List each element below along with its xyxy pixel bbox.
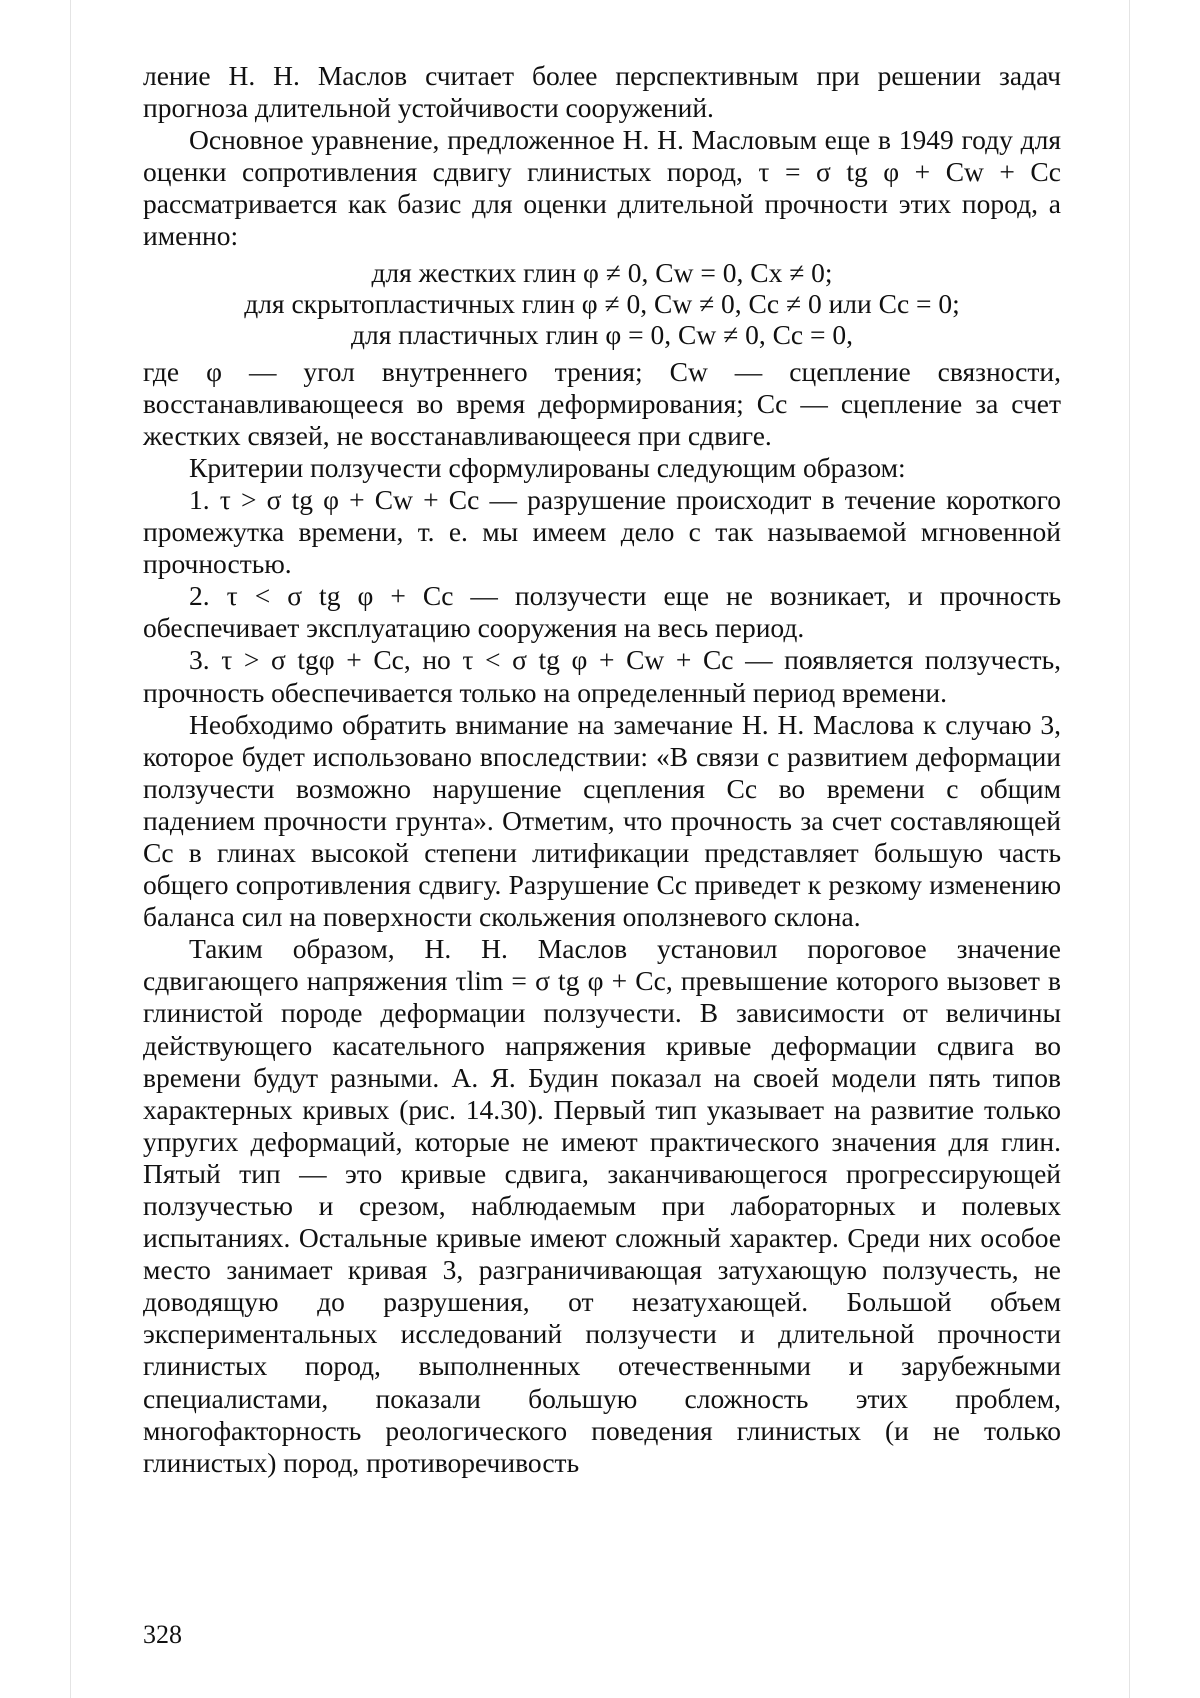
criterion-3: 3. τ > σ tgφ + Cc, но τ < σ tg φ + Cw + Cc — появляется ползучесть, прочность обеспечивается только на определенный период времени.	[143, 644, 1061, 708]
page-body	[143, 60, 1061, 1479]
formula-line-1: для жестких глин φ ≠ 0, Cw = 0, Cx ≠ 0;	[371, 256, 833, 288]
paragraph-3: где φ — угол внутреннего трения; Cw — сцепление связности, восстанавливающееся во время деформирования; Cc — сцепление за счет жестких связей, не восстанавливающееся при сдвиге.	[143, 355, 1061, 451]
paragraph-1: ление Н. Н. Маслов считает более перспективным при решении задач прогноза длительной устойчивости сооружений.	[143, 60, 1061, 124]
formula-line-2: для скрытопластичных глин φ ≠ 0, Cw ≠ 0, Cc ≠ 0 или Cc = 0;	[244, 287, 960, 319]
criterion-1: 1. τ > σ tg φ + Cw + Cc — разрушение происходит в течение короткого промежутка времени, т. е. мы имеем дело с так называемой мгновенной прочностью.	[143, 483, 1061, 580]
paragraph-6: Таким образом, Н. Н. Маслов установил пороговое значение сдвигающего напряжения τlim = σ tg φ + Cc, превышение которого вызовет в глинистой породе деформации ползучести. В зависимости от величины действующего касательного напряжения кривые деформации сдвига во времени будут разными. А. Я. Будин показал на своей модели пять типов характерных кривых (рис. 14.30). Первый тип указывает на развитие только упругих деформаций, которые не имеют практического значения для глин. Пятый тип — это кривые сдвига, заканчивающегося прогрессирующей ползучестью и срезом, наблюдаемым при лабораторных и полевых испытаниях. Остальные кривые имеют сложный характер. Среди них особое место занимает кривая 3, разграничивающая затухающую ползучесть, не доводящую до разрушения, от незатухающей. Большой объем экспериментальных исследований ползучести и длительной прочности глинистых пород, выполненных отечественными и зарубежными специалистами, показали большую сложность этих проблем, многофакторность реологического поведения глинистых (и не только глинистых) пород, противоречивость	[143, 933, 1061, 1478]
paragraph-2: Основное уравнение, предложенное Н. Н. Масловым еще в 1949 году для оценки сопротивления сдвигу глинистых пород, τ = σ tg φ + Cw + Cc рассматривается как базис для оценки длительной прочности этих пород, а именно:	[143, 124, 1061, 252]
paragraph-5: Необходимо обратить внимание на замечание Н. Н. Маслова к случаю 3, которое будет использовано впоследствии: «В связи с развитием деформации ползучести возможно нарушение сцепления Cc во времени с общим падением прочности грунта». Отметим, что прочность за счет составляющей Cc в глинах высокой степени литификации представляет большую часть общего сопротивления сдвигу. Разрушение Cc приведет к резкому изменению баланса сил на поверхности скольжения оползневого склона.	[143, 708, 1061, 933]
formula-block	[143, 257, 1061, 350]
paragraph-4: Критерии ползучести сформулированы следующим образом:	[189, 451, 906, 483]
criterion-2: 2. τ < σ tg φ + Cc — ползучести еще не возникает, и прочность обеспечивает эксплуатацию сооружения на весь период.	[143, 580, 1061, 644]
formula-line-3: для пластичных глин φ = 0, Cw ≠ 0, Cc = 0,	[351, 318, 853, 350]
page-number: 328	[143, 1620, 182, 1649]
